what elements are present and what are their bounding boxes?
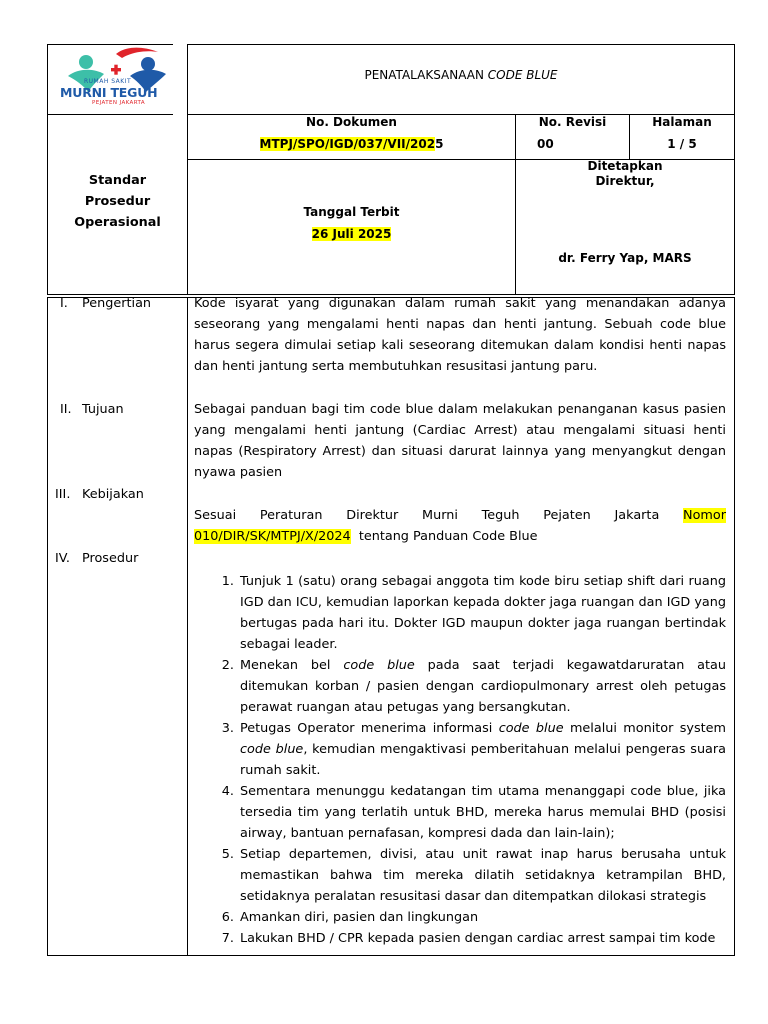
section-label-text: Tujuan [82, 402, 124, 417]
list-item-number: 2. [221, 658, 234, 673]
logo-line-2: MURNI TEGUH [60, 85, 158, 100]
page-value: 1 / 5 [667, 137, 697, 151]
sop-label-line-3: Operasional [74, 215, 161, 230]
section-label-kebijakan [55, 487, 144, 502]
doc-number-label: No. Dokumen [306, 115, 397, 129]
list-item-text: Petugas Operator menerima informasi [240, 721, 499, 736]
revision-label: No. Revisi [538, 115, 607, 129]
list-item-number: 6. [221, 910, 234, 925]
logo-line-3: PEJATEN JAKARTA [92, 100, 146, 106]
list-item-text: Menekan bel [240, 658, 344, 673]
page-label: Halaman [652, 115, 712, 129]
list-item-text: Setiap departemen, divisi, atau unit rawat inap harus berusaha untuk memastikan bahwa tim mereka dilatih setidaknya ketrampilan BHD, setidaknya peralatan resusitasi dasar dan ditempatkan dilokasi strategis [240, 847, 726, 904]
section-label-text: Pengertian [82, 296, 152, 311]
logo-line-1: RUMAH SAKIT [84, 78, 132, 85]
list-item-number: 1. [221, 574, 234, 589]
section-num: II. [60, 402, 72, 417]
pengertian-text: Kode isyarat yang digunakan dalam rumah sakit yang menandakan adanya seseorang yang mengalami henti napas dan henti jantung. Sebuah code blue harus segera dimulai setiap kali seseorang ditemukan dalam kondisi henti napas dan henti jantung serta membutuhkan resusitasi jantung paru. [194, 296, 726, 374]
section-label-prosedur [55, 551, 138, 566]
list-item-emphasis: code blue [343, 658, 415, 673]
approved-line-1: Ditetapkan [587, 159, 663, 173]
doc-number-value [188, 137, 515, 151]
sop-label-line-2: Prosedur [84, 194, 151, 209]
document-title [188, 68, 734, 82]
doc-number-highlighted: MTPJ/SPO/IGD/037/VII/202 [259, 137, 436, 151]
list-item-number: 3. [221, 721, 234, 736]
kebijakan-text-before: Sesuai Peraturan Direktur Murni Teguh Pejaten Jakarta [194, 508, 684, 523]
list-item [221, 907, 726, 928]
list-item-text: Tunjuk 1 (satu) orang sebagai anggota tim kode biru setiap shift dari ruang IGD dan ICU, kemudian laporkan kepada dokter jaga ruangan dan IGD yang bertugas pada hari itu. Dokter IGD maupun dokter jaga ruangan bertindak sebagai leader. [240, 574, 726, 652]
title-emphasis: CODE BLUE [487, 68, 558, 82]
issue-date-value [188, 227, 515, 241]
list-item-emphasis-2: code blue [240, 742, 304, 757]
section-label-tujuan [60, 402, 124, 417]
hospital-logo [58, 46, 174, 112]
revision-value: 00 [537, 137, 554, 151]
section-num: III. [55, 487, 71, 502]
list-item [221, 655, 726, 718]
list-item [221, 718, 727, 781]
kebijakan-text-after: tentang Panduan Code Blue [350, 529, 538, 544]
approved-line-2: Direktur, [595, 174, 655, 188]
approver-name: dr. Ferry Yap, MARS [558, 251, 692, 265]
list-item-number: 7. [221, 931, 234, 946]
section-label-text: Prosedur [82, 551, 139, 566]
section-num: IV. [55, 551, 70, 566]
kebijakan-text [194, 505, 726, 547]
doc-number-rest: 5 [435, 137, 444, 151]
list-item-text: Lakukan BHD / CPR kepada pasien dengan cardiac arrest sampai tim kode [240, 931, 716, 946]
list-item [221, 928, 726, 949]
sop-label [48, 170, 187, 233]
list-item-text: Sementara menunggu kedatangan tim utama menanggapi code blue, jika tersedia tim yang terlatih untuk BHD, mereka harus memulai BHD (posisi airway, bantuan pernafasan, kompresi dada dan lain-lain); [240, 784, 726, 841]
issue-date-highlighted: 26 Juli 2025 [311, 227, 392, 241]
list-item-text-cont: pada saat terjadi kegawatdaruratan atau ditemukan korban / pasien dengan cardiopulmonary arrest oleh petugas perawat ruangan atau petugas yang bersangkutan. [240, 658, 726, 715]
section-num: I. [60, 296, 68, 311]
list-item-number: 4. [221, 784, 234, 799]
section-label-pengertian [60, 296, 151, 311]
list-item-text: Amankan diri, pasien dan lingkungan [240, 910, 479, 925]
sop-label-line-1: Standar [88, 173, 147, 188]
issue-date-label: Tanggal Terbit [303, 205, 400, 219]
section-label-text: Kebijakan [82, 487, 144, 502]
list-item-text-cont-2: , kemudian mengaktivasi pemberitahuan melalui pengeras suara rumah sakit. [240, 742, 727, 778]
list-item [221, 781, 726, 844]
title-prefix: PENATALAKSANAAN [364, 68, 488, 82]
list-item-number: 5. [221, 847, 234, 862]
list-item [221, 844, 726, 907]
prosedur-list [221, 571, 727, 949]
kebijakan-decree-number: Nomor 010/DIR/SK/MTPJ/X/2024 [194, 508, 726, 544]
list-item-emphasis: code blue [498, 721, 564, 736]
list-item [221, 571, 726, 655]
tujuan-text: Sebagai panduan bagi tim code blue dalam melakukan penanganan kasus pasien yang mengalami henti jantung (Cardiac Arrest) atau mengalami situasi henti napas (Respiratory Arrest) dan situasi darurat lainnya yang menyangkut dengan nyawa pasien [194, 402, 726, 480]
approved-by-label [516, 159, 734, 189]
list-item-text-cont: melalui monitor system [563, 721, 727, 736]
